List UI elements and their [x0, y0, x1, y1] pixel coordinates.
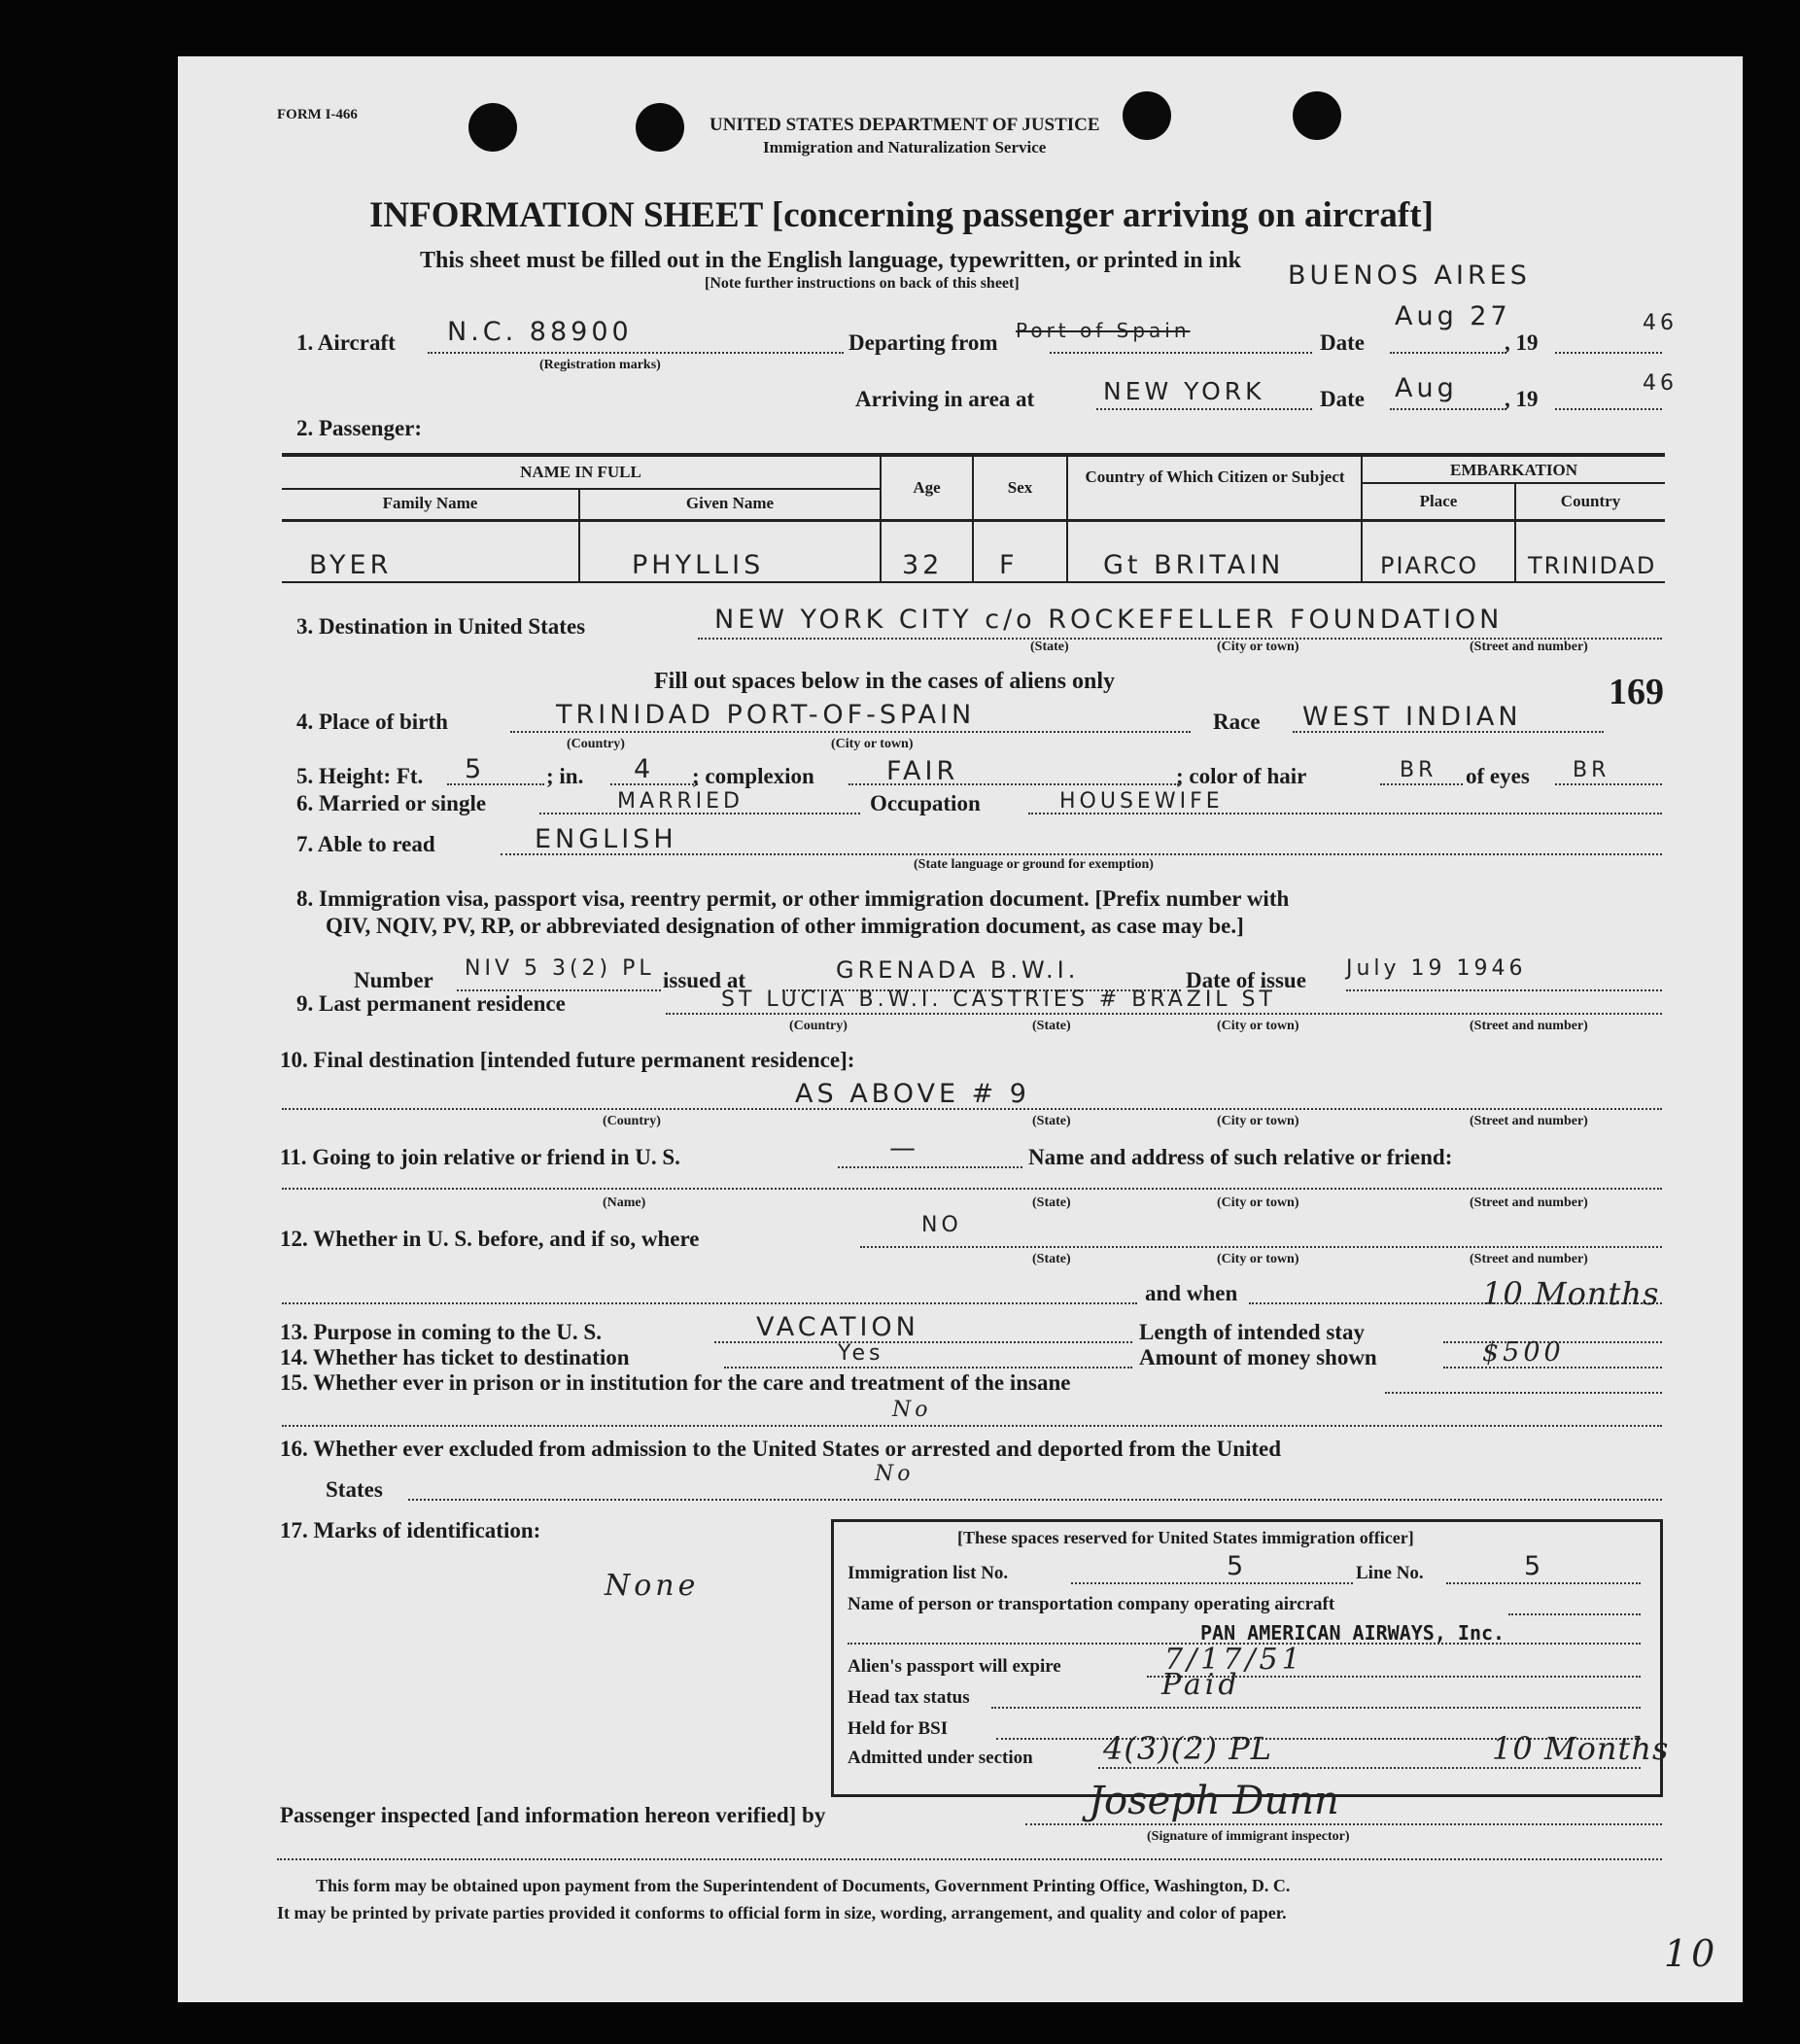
complexion-label: ; complexion	[692, 764, 814, 788]
head-tax-label: Head tax status	[848, 1687, 970, 1708]
aliens-only-heading: Fill out spaces below in the cases of aliens only	[654, 669, 1116, 694]
issued-value: GRENADA B.W.I.	[836, 956, 1080, 984]
marks-label: Marks of identification:	[313, 1518, 541, 1542]
name-caption: (Name)	[603, 1195, 646, 1210]
footer-line-2: It may be printed by private parties provided it conforms to official form in size, wording, arrangement, and quality and color of paper.	[277, 1903, 1287, 1923]
footer-line-1: This form may be obtained upon payment from the Superintendent of Documents, Government Printing Office, Washington, D. C.	[316, 1876, 1291, 1895]
signature-caption: (Signature of immigrant inspector)	[1147, 1829, 1350, 1844]
instruction-note: [Note further instructions on back of this sheet]	[705, 275, 1020, 292]
item-number: 11.	[280, 1145, 307, 1169]
item-number: 6.	[296, 791, 314, 815]
instruction-text: This sheet must be filled out in the English language, typewritten, or printed in ink	[420, 248, 1241, 273]
departing-struck: Port of Spain	[1016, 319, 1191, 342]
visa-number-value: NIV 5 3(2) PL	[465, 956, 655, 981]
company-value: PAN AMERICAN AIRWAYS, Inc.	[1200, 1621, 1506, 1645]
item-number: 13.	[280, 1320, 308, 1344]
departing-value: BUENOS AIRES	[1288, 260, 1531, 291]
form-title: INFORMATION SHEET [concerning passenger arriving on aircraft]	[369, 195, 1434, 235]
destination-label: Destination in United States	[319, 614, 586, 639]
bsi-label: Held for BSI	[848, 1718, 949, 1739]
item-number: 9.	[296, 991, 314, 1016]
issued-label: issued at	[663, 968, 745, 992]
head-tax-value: Paid	[1161, 1668, 1241, 1702]
item-number: 12.	[280, 1227, 308, 1251]
given-name-value: PHYLLIS	[632, 550, 765, 580]
height-ft-value: 5	[465, 754, 486, 784]
state-caption: (State)	[1032, 1019, 1071, 1033]
state-caption: (State)	[1032, 1195, 1071, 1210]
married-label: Married or single	[319, 791, 487, 815]
item-number: 7.	[296, 832, 314, 856]
passport-label: Alien's passport will expire	[848, 1656, 1061, 1677]
joining-value: —	[889, 1133, 919, 1163]
departing-date: Aug 27	[1395, 301, 1511, 331]
given-name-header: Given Name	[685, 494, 775, 512]
passenger-label: Passenger:	[319, 416, 423, 440]
purpose-label: Purpose in coming to the U. S.	[313, 1320, 602, 1344]
aircraft-label: Aircraft	[317, 330, 396, 355]
birth-value: TRINIDAD PORT-OF-SPAIN	[556, 700, 976, 730]
hair-label: ; color of hair	[1176, 764, 1307, 788]
before-label: Whether in U. S. before, and if so, where	[313, 1227, 700, 1251]
departing-year-prefix: , 19	[1505, 330, 1539, 355]
eyes-value: BR	[1573, 758, 1610, 782]
country-caption: (Country)	[789, 1019, 848, 1033]
ticket-label: Whether has ticket to destination	[313, 1345, 630, 1369]
department-name: UNITED STATES DEPARTMENT OF JUSTICE	[710, 115, 1100, 135]
name-in-full-header: NAME IN FULL	[520, 463, 641, 481]
age-header: Age	[913, 478, 941, 497]
registration-caption: (Registration marks)	[539, 358, 661, 372]
admitted-value: 4(3)(2) PL	[1103, 1730, 1272, 1767]
birth-label: Place of birth	[319, 710, 448, 734]
stay-value: 10 Months	[1482, 1275, 1660, 1312]
company-label: Name of person or transportation company operating aircraft	[848, 1594, 1335, 1614]
punch-hole	[1293, 91, 1341, 140]
service-name: Immigration and Naturalization Service	[763, 138, 1047, 156]
street-caption: (Street and number)	[1470, 1019, 1588, 1033]
item-number: 3.	[296, 614, 314, 639]
item-number: 17.	[280, 1518, 308, 1542]
arriving-value: NEW YORK	[1103, 377, 1265, 405]
prison-label: Whether ever in prison or in institution for the care and treatment of the insane	[313, 1370, 1071, 1395]
relative-name-label: Name and address of such relative or friend:	[1028, 1145, 1453, 1169]
read-label: Able to read	[317, 832, 435, 856]
inspected-label: Passenger inspected [and information hereon verified] by	[280, 1803, 826, 1827]
street-caption: (Street and number)	[1470, 1114, 1588, 1128]
punch-hole	[468, 103, 517, 152]
line-value: 5	[1524, 1551, 1545, 1581]
race-label: Race	[1213, 710, 1261, 734]
departing-year: 46	[1643, 311, 1678, 335]
line-label: Line No.	[1356, 1563, 1424, 1583]
residence-value: ST LUCIA B.W.I. CASTRIES # BRAZIL ST	[721, 987, 1276, 1012]
residence-label: Last permanent residence	[319, 991, 566, 1016]
arriving-date: Aug	[1395, 373, 1458, 403]
inch-label: ; in.	[546, 764, 584, 788]
form-number: FORM I-466	[277, 107, 358, 122]
embarkation-header: EMBARKATION	[1450, 461, 1577, 479]
excluded-line-1: Whether ever excluded from admission to the United States or arrested and deported from the United	[313, 1437, 1282, 1461]
arriving-year: 46	[1643, 371, 1678, 396]
city-caption: (City or town)	[1217, 1019, 1299, 1033]
street-caption: (Street and number)	[1470, 1195, 1588, 1210]
final-destination-value: AS ABOVE # 9	[795, 1079, 1030, 1109]
state-caption: (State)	[1032, 1252, 1071, 1266]
stamp-number: 169	[1609, 672, 1664, 712]
family-name-value: BYER	[309, 550, 393, 580]
joining-label: Going to join relative or friend in U. S.	[312, 1145, 680, 1169]
item-number: 4.	[296, 710, 314, 734]
street-caption: (Street and number)	[1470, 1252, 1588, 1266]
married-value: MARRIED	[617, 789, 744, 814]
date-of-issue-value: July 19 1946	[1346, 956, 1527, 981]
inspector-signature: Joseph Dunn	[1089, 1779, 1339, 1823]
money-value: $500	[1482, 1337, 1565, 1368]
corner-mark: 10	[1664, 1932, 1719, 1975]
street-caption: (Street and number)	[1470, 640, 1588, 654]
item-number: 1.	[296, 330, 314, 355]
excluded-line-2: States	[326, 1477, 383, 1502]
number-label: Number	[354, 968, 433, 992]
state-caption: (State)	[1032, 1114, 1071, 1128]
departing-label: Departing from	[848, 330, 998, 355]
item-number: 14.	[280, 1345, 308, 1369]
read-value: ENGLISH	[535, 824, 677, 854]
occupation-label: Occupation	[870, 791, 981, 815]
item-number: 8.	[296, 886, 314, 911]
country-caption: (Country)	[603, 1114, 661, 1128]
city-caption: (City or town)	[1217, 640, 1299, 654]
marks-value: None	[605, 1569, 700, 1603]
passport-value: 7/17/51	[1164, 1643, 1304, 1677]
sex-value: F	[999, 550, 1019, 580]
punch-hole	[636, 103, 684, 152]
arriving-label: Arriving in area at	[855, 387, 1035, 411]
arriving-date-label: Date	[1320, 387, 1365, 411]
occupation-value: HOUSEWIFE	[1059, 789, 1224, 814]
citizen-value: Gt BRITAIN	[1103, 550, 1285, 580]
age-value: 32	[902, 550, 944, 580]
stay-label: Length of intended stay	[1139, 1320, 1365, 1344]
item-number: 10.	[280, 1048, 308, 1072]
item-number: 16.	[280, 1437, 308, 1461]
city-caption: (City or town)	[1217, 1114, 1299, 1128]
item-number: 5.	[296, 764, 314, 788]
eyes-label: of eyes	[1466, 764, 1530, 788]
before-value: NO	[921, 1213, 962, 1237]
departing-date-label: Date	[1320, 330, 1365, 355]
citizen-header: Country of Which Citizen or Subject	[1085, 468, 1345, 486]
state-caption: (State)	[1030, 640, 1069, 654]
height-in-value: 4	[634, 754, 655, 784]
city-caption: (City or town)	[1217, 1195, 1299, 1210]
complexion-value: FAIR	[886, 756, 959, 786]
language-caption: (State language or ground for exemption)	[914, 857, 1154, 872]
list-label: Immigration list No.	[848, 1563, 1009, 1583]
place-header: Place	[1419, 492, 1458, 510]
item-number: 2.	[296, 416, 314, 440]
city-caption: (City or town)	[831, 737, 914, 751]
family-name-header: Family Name	[382, 494, 478, 512]
excluded-value: No	[875, 1462, 915, 1486]
ticket-value: Yes	[838, 1341, 884, 1366]
prison-value: No	[892, 1398, 932, 1422]
destination-value: NEW YORK CITY c/o ROCKEFELLER FOUNDATION	[714, 605, 1504, 635]
height-label: Height: Ft.	[319, 764, 424, 788]
visa-line-1: Immigration visa, passport visa, reentry permit, or other immigration document. [Prefix number with	[319, 886, 1290, 911]
list-value: 5	[1227, 1551, 1248, 1581]
punch-hole	[1123, 91, 1171, 140]
sex-header: Sex	[1007, 478, 1033, 497]
admitted-label: Admitted under section	[848, 1748, 1033, 1768]
admitted-period: 10 Months	[1492, 1730, 1670, 1767]
officer-box-heading: [These spaces reserved for United States immigration officer]	[957, 1528, 1414, 1547]
city-caption: (City or town)	[1217, 1252, 1299, 1266]
purpose-value: VACATION	[756, 1312, 919, 1342]
aircraft-value: N.C. 88900	[447, 317, 633, 347]
item-number: 15.	[280, 1370, 308, 1395]
arriving-year-prefix: , 19	[1505, 387, 1539, 411]
country-caption: (Country)	[567, 737, 625, 751]
visa-line-2: QIV, NQIV, PV, RP, or abbreviated designation of other immigration document, as case may be.]	[326, 914, 1244, 938]
country-header: Country	[1560, 492, 1621, 510]
race-value: WEST INDIAN	[1302, 702, 1522, 732]
date-of-issue-label: Date of issue	[1186, 968, 1306, 992]
and-when-label: and when	[1145, 1281, 1238, 1305]
place-value: PIARCO	[1380, 552, 1479, 579]
final-destination-label: Final destination [intended future permanent residence]:	[313, 1048, 855, 1072]
country-value: TRINIDAD	[1528, 552, 1657, 579]
hair-value: BR	[1400, 758, 1437, 782]
money-label: Amount of money shown	[1139, 1345, 1377, 1369]
